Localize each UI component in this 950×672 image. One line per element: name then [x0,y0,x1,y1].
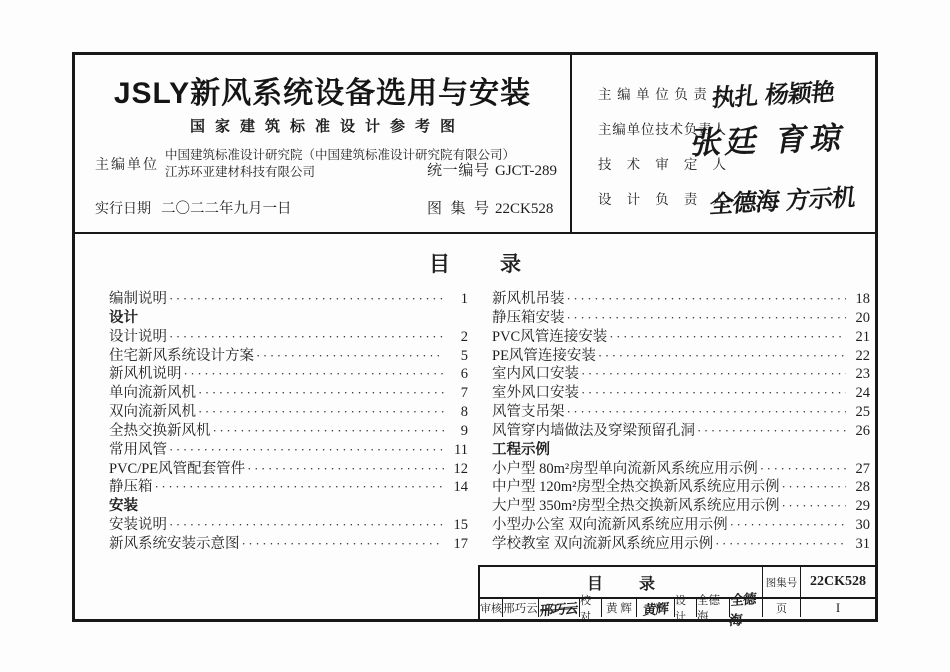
toc-entry-label: PVC风管连接安装 [492,328,608,345]
toc-entry-label: 住宅新风系统设计方案 [109,347,254,364]
toc-dot-leader [169,290,444,309]
date-label: 实行日期 [95,202,151,217]
signature-panel [572,55,875,232]
toc-entry-page: 20 [855,309,870,326]
toc-dot-leader [715,535,846,554]
tech-approver-label: 技术审定人 [598,157,726,172]
toc-entry-page: 5 [460,347,468,364]
title-block-doc-title: 目录 [586,575,691,593]
toc-entry-page: 11 [454,441,468,458]
title-block [478,565,875,630]
chief-editor-label: 主编单位负责人 [598,87,726,102]
toc-row [109,365,468,384]
proof-label: 校对 [579,599,601,617]
toc-entry-page: 23 [855,366,870,383]
toc-row [492,460,870,479]
toc-row [492,478,870,497]
toc-dot-leader [242,535,445,554]
toc-entry-label: 风管支吊架 [492,404,565,421]
toc-entry-label: 小型办公室 双向流新风系统应用示例 [492,517,728,534]
atlas-number-row [427,197,553,218]
toc-entry-label: 静压箱安装 [492,309,565,326]
editor-org-line1: 中国建筑标准设计研究院（中国建筑标准设计研究院有限公司） [165,148,516,162]
toc-entry-page: 29 [855,498,870,515]
chief-editor-signature: 执扎 杨颖艳 [710,76,836,113]
toc-dot-leader [198,403,444,422]
toc-entry-label: 全热交换新风机 [109,422,211,439]
sheet-header [75,55,875,234]
toc-row [492,290,870,309]
date-value: 二〇二二年九月一日 [161,201,292,217]
title-block-row-bottom [480,591,875,630]
toc-row [492,422,870,441]
toc-dot-leader [581,365,846,384]
toc-dot-leader [184,365,445,384]
toc-dot-leader [598,347,846,366]
toc-dot-leader [169,441,444,460]
toc-entry-page: 6 [460,366,468,383]
tech-approver-signature: 张廷 育琼 [688,120,850,162]
toc-entry-page: 27 [855,460,870,477]
toc-entry-page: 25 [855,404,870,421]
toc-dot-leader [760,460,846,479]
toc-dot-leader [169,516,444,535]
toc-entry-label: 设计说明 [109,328,167,345]
toc-row [492,347,870,366]
toc-dot-leader [567,290,847,309]
toc-dot-leader [169,328,444,347]
toc-column-right [492,290,870,554]
toc-entry-page: 17 [453,535,468,552]
chief-tech-label: 主编单位技术负责人 [598,122,726,137]
toc-entry-label: 新风机说明 [109,366,182,383]
toc-column-left [109,290,468,554]
toc-dot-leader [213,422,445,441]
toc-entry-page: 18 [855,291,870,307]
editor-org-line2: 江苏环亚建材科技有限公司 [165,165,316,179]
proof-signature: 黄辉 [636,599,674,617]
toc-dot-leader [256,347,444,366]
toc-row [109,497,468,516]
page-value: I [800,599,875,617]
toc-entry-label: 中户型 120m²房型全热交换新风系统应用示例 [492,479,780,496]
toc-entry-page: 30 [855,517,870,534]
toc-entry-label: 常用风管 [109,441,167,458]
toc-dot-leader [782,478,847,497]
toc-row [109,422,468,441]
toc-dot-leader [155,478,445,497]
toc-entry-label: PE风管连接安装 [492,347,596,364]
toc-dot-leader [567,403,847,422]
toc-heading: 目录 [429,252,571,276]
toc-entry-label: 安装 [109,498,138,515]
toc-row [492,403,870,422]
atlas-subtitle: 国家建筑标准设计参考图 [189,119,465,135]
design-lead-signature: 全德海 方示机 [708,182,857,219]
toc-entry-page: 9 [460,422,468,439]
toc-row [109,328,468,347]
toc-row [492,497,870,516]
toc-entry-label: 小户型 80m²房型单向流新风系统应用示例 [492,460,758,477]
toc-entry-page: 8 [460,404,468,421]
title-block-atlas-value: 22CK528 [800,567,875,597]
toc-dot-leader [697,422,846,441]
review-label: 审核 [480,603,502,615]
effective-date-row [95,197,292,218]
toc-entry-page: 31 [855,535,870,552]
toc-entry-page: 24 [855,385,870,402]
toc-row [109,384,468,403]
toc-row [492,309,870,328]
toc-row [109,347,468,366]
title-block-atlas-label: 图集号 [762,567,800,597]
serial-number-row [427,159,557,180]
toc-entry-label: 室内风口安装 [492,366,579,383]
toc-row [492,516,870,535]
toc-row [109,535,468,554]
toc-row [109,403,468,422]
toc-row [492,441,870,460]
toc-entry-label: 新风系统安装示意图 [109,535,240,552]
toc-entry-page: 1 [460,291,468,307]
toc-entry-label: 室外风口安装 [492,385,579,402]
toc-entry-label: 静压箱 [109,479,153,496]
toc-entry-label: 编制说明 [109,291,167,307]
design-name: 全德海 [696,599,729,617]
toc-entry-label: 学校教室 双向流新风系统应用示例 [492,535,714,552]
toc-row [492,535,870,554]
toc-dot-leader [198,384,444,403]
toc-entry-label: 单向流新风机 [109,385,196,402]
toc-entry-page: 14 [453,479,468,496]
toc-row [109,441,468,460]
atlas-title: JSLY新风系统设备选用与安装 [113,77,532,110]
toc-dot-leader [247,460,444,479]
toc-row [492,365,870,384]
toc-entry-label: 双向流新风机 [109,404,196,421]
toc-entry-page: 26 [855,422,870,439]
toc-row [492,328,870,347]
page-label: 页 [762,599,800,617]
review-name: 邢巧云 [502,599,538,617]
toc-row [109,309,468,328]
toc-entry-page: 15 [453,517,468,534]
atlas-value: 22CK528 [495,201,554,217]
atlas-label: 图集号 [427,201,489,217]
toc-entry-label: PVC/PE风管配套管件 [109,460,246,477]
toc-row [109,290,468,309]
toc-entry-page: 28 [855,479,870,496]
toc-entry-page: 22 [855,347,870,364]
toc-entry-page: 2 [460,328,468,345]
serial-label: 统一编号 [427,163,489,179]
toc-row [109,460,468,479]
editor-label: 主编单位 [95,158,157,173]
design-signature: 全德海 [729,599,762,617]
toc-entry-page: 12 [453,460,468,477]
toc-entry-label: 大户型 350m²房型全热交换新风系统应用示例 [492,498,780,515]
design-label: 设计 [674,599,696,617]
toc-entry-label: 新风机吊装 [492,291,565,307]
toc-entry-label: 安装说明 [109,517,167,534]
toc-row [492,384,870,403]
toc-section [75,234,875,630]
toc-dot-leader [730,516,846,535]
toc-dot-leader [567,309,847,328]
toc-dot-leader [581,384,846,403]
toc-entry-label: 风管穿内墙做法及穿梁预留孔洞 [492,422,695,439]
toc-dot-leader [609,328,846,347]
review-signature: 邢巧云 [539,600,579,620]
toc-dot-leader [782,497,847,516]
serial-value: GJCT-289 [495,163,557,179]
drawing-sheet-frame [72,52,878,630]
toc-entry-page: 21 [855,328,870,345]
toc-entry-page: 7 [460,385,468,402]
toc-entry-label: 工程示例 [492,441,550,458]
proof-name: 黄 辉 [601,599,636,617]
design-lead-label: 设计负责人 [598,192,726,207]
toc-entry-label: 设计 [109,309,138,326]
toc-row [109,478,468,497]
toc-row [109,516,468,535]
header-title-panel [75,55,572,232]
